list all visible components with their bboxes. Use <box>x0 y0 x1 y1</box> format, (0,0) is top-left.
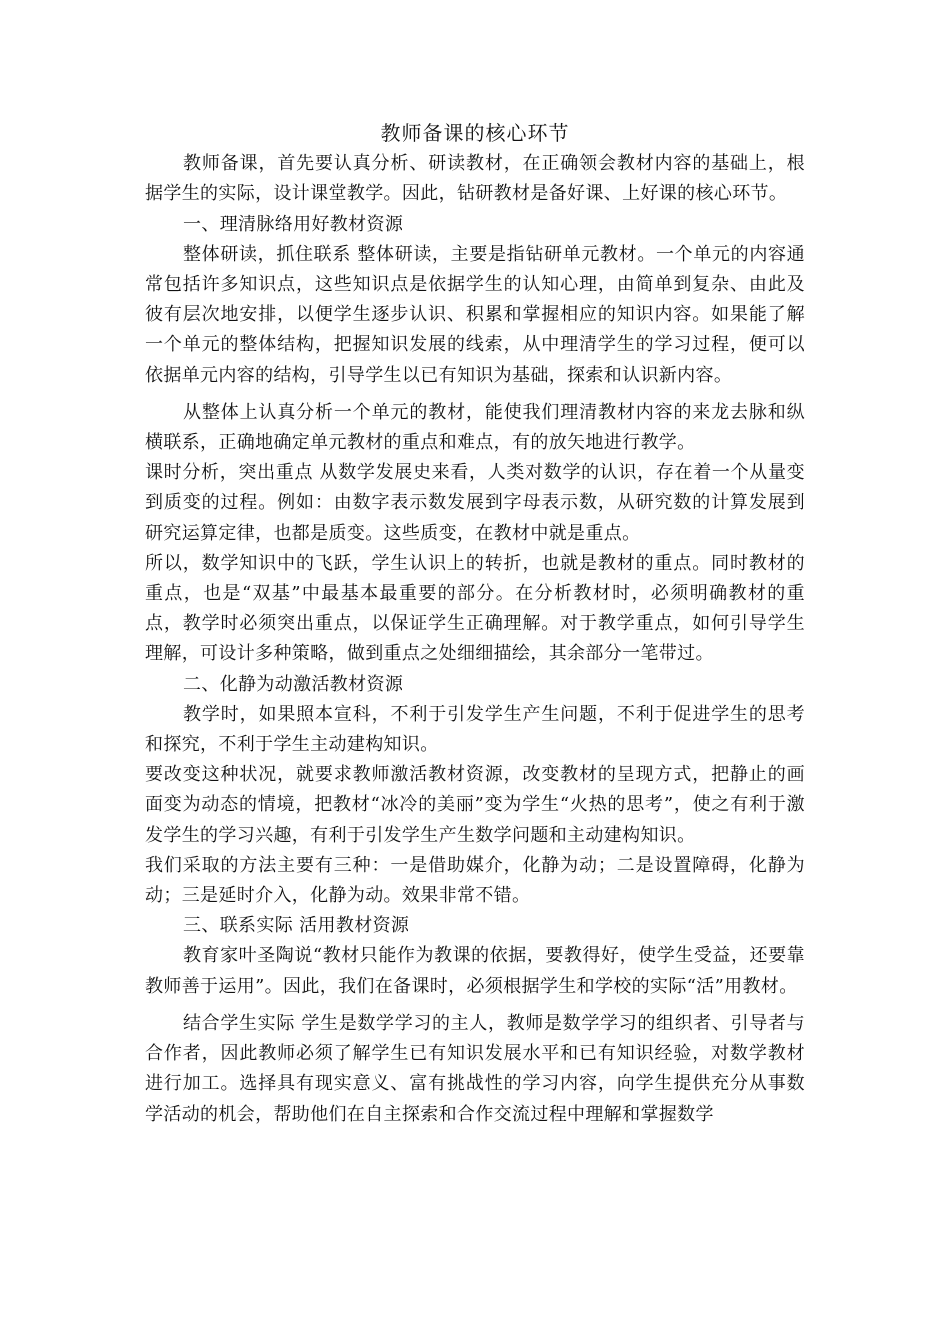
body-paragraph: 要改变这种状况，就要求教师激活教材资源，改变教材的呈现方式，把静止的画面变为动态的情境，把教材“冰冷的美丽”变为学生“火热的思考”，使之有利于激发学生的学习兴趣，有利于引发学生产生数学问题和主动建构知识。 <box>145 764 805 846</box>
section-heading-1: 一、理清脉络用好教材资源 <box>183 213 404 235</box>
document-title: 教师备课的核心环节 <box>380 121 570 145</box>
section-heading-3: 三、联系实际 活用教材资源 <box>183 915 410 937</box>
body-paragraph: 课时分析，突出重点 从数学发展史来看，人类对数学的认识，存在着一个从量变到质变的过程。例如：由数字表示数发展到字母表示数，从研究数的计算发展到研究运算定律，也都是质变。这些质变，在教材中就是重点。 <box>145 462 805 544</box>
section-heading-2: 二、化静为动激活教材资源 <box>183 673 404 695</box>
body-paragraph: 我们采取的方法主要有三种：一是借助媒介，化静为动；二是设置障碍，化静为动；三是延时介入，化静为动。效果非常不错。 <box>145 854 805 907</box>
body-paragraph: 所以，数学知识中的飞跃，学生认识上的转折，也就是教材的重点。同时教材的重点，也是“双基”中最基本最重要的部分。在分析教材时，必须明确教材的重点，教学时必须突出重点，以保证学生正确理解。对于教学重点，如何引导学生理解，可设计多种策略，做到重点之处细细描绘，其余部分一笔带过。 <box>145 552 805 665</box>
intro-paragraph: 教师备课，首先要认真分析、研读教材，在正确领会教材内容的基础上，根据学生的实际，设计课堂教学。因此，钻研教材是备好课、上好课的核心环节。 <box>145 153 805 205</box>
body-paragraph: 教学时，如果照本宣科，不利于引发学生产生问题，不利于促进学生的思考和探究，不利于学生主动建构知识。 <box>145 703 805 756</box>
body-paragraph: 整体研读，抓住联系 整体研读，主要是指钻研单元教材。一个单元的内容通常包括许多知识点，这些知识点是依据学生的认知心理，由简单到复杂、由此及彼有层次地安排，以便学生逐步认识、积累和掌握相应的知识内容。如果能了解一个单元的整体结构，把握知识发展的线索，从中理清学生的学习过程，便可以依据单元内容的结构，引导学生以已有知识为基础，探索和认识新内容。 <box>145 243 805 386</box>
document-page <box>145 118 805 1130</box>
body-paragraph: 教育家叶圣陶说“教材只能作为教课的依据，要教得好，使学生受益，还要靠教师善于运用”。因此，我们在备课时，必须根据学生和学校的实际“活”用教材。 <box>145 945 805 997</box>
body-paragraph: 从整体上认真分析一个单元的教材，能使我们理清教材内容的来龙去脉和纵横联系，正确地确定单元教材的重点和难点，有的放矢地进行教学。 <box>145 401 805 454</box>
body-paragraph: 结合学生实际 学生是数学学习的主人，教师是数学学习的组织者、引导者与合作者，因此教师必须了解学生已有知识发展水平和已有知识经验，对数学教材进行加工。选择具有现实意义、富有挑战性的学习内容，向学生提供充分从事数学活动的机会，帮助他们在自主探索和合作交流过程中理解和掌握数学 <box>145 1012 805 1125</box>
